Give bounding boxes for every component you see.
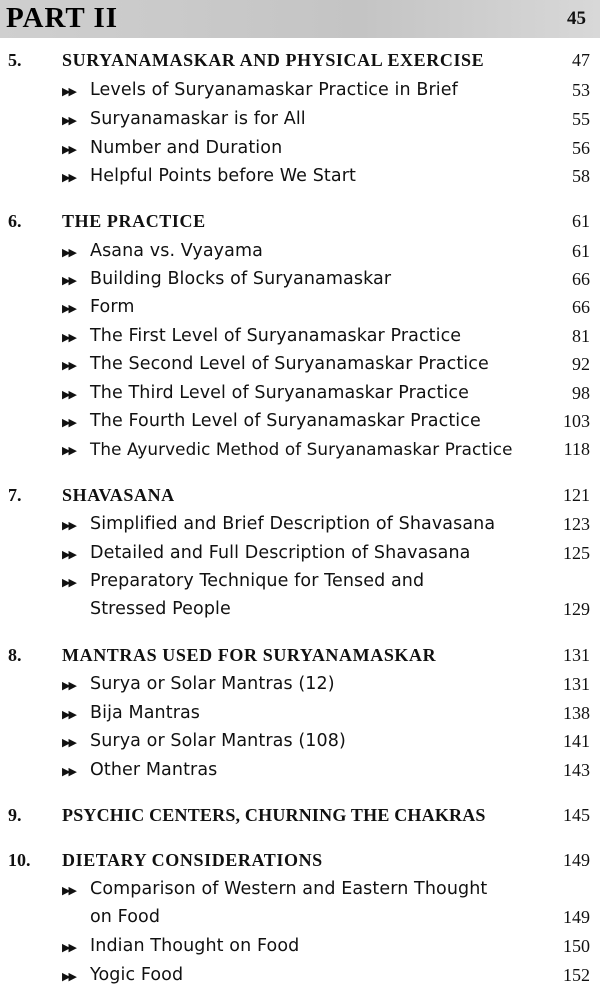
toc-entry [0,109,600,137]
double-arrow-bullet-icon: ▶▶ [62,577,75,589]
chapter-row [0,850,600,878]
entry-title: Surya or Solar Mantras (12) [90,674,335,694]
double-arrow-bullet-icon: ▶▶ [62,942,75,954]
double-arrow-bullet-icon: ▶▶ [62,115,75,127]
double-arrow-bullet-icon: ▶▶ [62,520,75,532]
double-arrow-bullet-icon: ▶▶ [62,247,75,259]
toc-entry [0,241,600,269]
chapter-page: 145 [563,805,590,825]
toc-entry [0,571,600,599]
double-arrow-bullet-icon: ▶▶ [62,275,75,287]
double-arrow-bullet-icon: ▶▶ [62,86,75,98]
entry-page: 125 [563,543,590,563]
entry-page: 131 [563,674,590,694]
toc-entry [0,965,600,993]
toc-entry-continuation [0,907,600,935]
entry-title: Bija Mantras [90,703,201,723]
entry-page: 129 [563,599,590,619]
chapter-title: THE PRACTICE [62,211,206,231]
toc-entry [0,411,600,439]
toc-entry [0,297,600,325]
toc-entry [0,354,600,382]
entry-title: Building Blocks of Suryanamaskar [90,269,392,289]
toc-entry [0,326,600,354]
double-arrow-bullet-icon: ▶▶ [62,709,75,721]
toc-entry [0,514,600,542]
entry-page: 150 [563,936,590,956]
entry-title: Comparison of Western and Eastern Thought [90,879,488,899]
part-title: PART II [6,2,119,34]
toc-entry [0,166,600,194]
double-arrow-bullet-icon: ▶▶ [62,971,75,983]
entry-title: The Second Level of Suryanamaskar Practice [90,354,489,374]
entry-page: 143 [563,760,590,780]
double-arrow-bullet-icon: ▶▶ [62,549,75,561]
chapter-row [0,211,600,239]
chapter-title: SURYANAMASKAR AND PHYSICAL EXERCISE [62,50,485,70]
entry-title: Number and Duration [90,138,283,158]
entry-page: 152 [563,965,590,985]
entry-page: 55 [572,109,590,129]
double-arrow-bullet-icon: ▶▶ [62,389,75,401]
entry-page: 103 [563,411,590,431]
entry-page: 149 [563,907,590,927]
entry-page: 66 [572,297,590,317]
double-arrow-bullet-icon: ▶▶ [62,737,75,749]
entry-title: Levels of Suryanamaskar Practice in Brief [90,80,458,100]
double-arrow-bullet-icon: ▶▶ [62,445,75,457]
toc-entry-continuation [0,599,600,627]
double-arrow-bullet-icon: ▶▶ [62,303,75,315]
toc-entry [0,674,600,702]
chapter-page: 47 [572,50,590,70]
entry-title: Simplified and Brief Description of Shavasana [90,514,496,534]
entry-page: 81 [572,326,590,346]
entry-page: 61 [572,241,590,261]
toc-entry [0,439,600,467]
entry-page: 138 [563,703,590,723]
chapter-row [0,50,600,78]
chapter-page: 61 [572,211,590,231]
chapter-page: 121 [563,485,590,505]
double-arrow-bullet-icon: ▶▶ [62,332,75,344]
chapter-title: PSYCHIC CENTERS, CHURNING THE CHAKRAS [62,805,486,825]
double-arrow-bullet-icon: ▶▶ [62,172,75,184]
double-arrow-bullet-icon: ▶▶ [62,360,75,372]
entry-title: Preparatory Technique for Tensed and [90,571,425,591]
entry-title: Detailed and Full Description of Shavasana [90,543,471,563]
chapter-title: DIETARY CONSIDERATIONS [62,850,323,870]
chapter-number: 8. [8,645,22,665]
entry-title: Surya or Solar Mantras (108) [90,731,346,751]
entry-page: 58 [572,166,590,186]
toc-entry [0,731,600,759]
double-arrow-bullet-icon: ▶▶ [62,885,75,897]
entry-page: 123 [563,514,590,534]
chapter-number: 9. [8,805,22,825]
chapter-title: MANTRAS USED FOR SURYANAMASKAR [62,645,437,665]
chapter-row [0,645,600,673]
entry-title: The Ayurvedic Method of Suryanamaskar Practice [90,439,513,459]
toc-entry [0,543,600,571]
entry-title: Yogic Food [90,965,184,985]
chapter-number: 7. [8,485,22,505]
chapter-number: 10. [8,850,31,870]
chapter-row [0,485,600,513]
chapter-page: 149 [563,850,590,870]
entry-page: 66 [572,269,590,289]
entry-page: 56 [572,138,590,158]
double-arrow-bullet-icon: ▶▶ [62,144,75,156]
chapter-number: 5. [8,50,22,70]
chapter-row [0,805,600,833]
double-arrow-bullet-icon: ▶▶ [62,417,75,429]
toc-entry [0,703,600,731]
entry-page: 118 [563,439,590,459]
entry-title: Helpful Points before We Start [90,166,356,186]
entry-title: The Third Level of Suryanamaskar Practice [90,383,469,403]
toc-entry [0,760,600,788]
entry-page: 53 [572,80,590,100]
toc-entry [0,383,600,411]
entry-title: Other Mantras [90,760,218,780]
toc-entry [0,936,600,964]
entry-title: Indian Thought on Food [90,936,300,956]
toc-entry [0,138,600,166]
part-header-bar [0,0,600,38]
entry-title-continuation: Stressed People [90,599,231,619]
double-arrow-bullet-icon: ▶▶ [62,766,75,778]
entry-title: Form [90,297,135,317]
double-arrow-bullet-icon: ▶▶ [62,680,75,692]
entry-title: The First Level of Suryanamaskar Practice [90,326,462,346]
part-page-number: 45 [567,8,586,29]
chapter-page: 131 [563,645,590,665]
entry-title: Asana vs. Vyayama [90,241,263,261]
entry-page: 141 [563,731,590,751]
toc-entry [0,879,600,907]
chapter-number: 6. [8,211,22,231]
entry-title: Suryanamaskar is for All [90,109,306,129]
entry-page: 92 [572,354,590,374]
entry-page: 98 [572,383,590,403]
entry-title: The Fourth Level of Suryanamaskar Practice [90,411,481,431]
toc-entry [0,80,600,108]
toc-entry [0,269,600,297]
chapter-title: SHAVASANA [62,485,175,505]
entry-title-continuation: on Food [90,907,161,927]
